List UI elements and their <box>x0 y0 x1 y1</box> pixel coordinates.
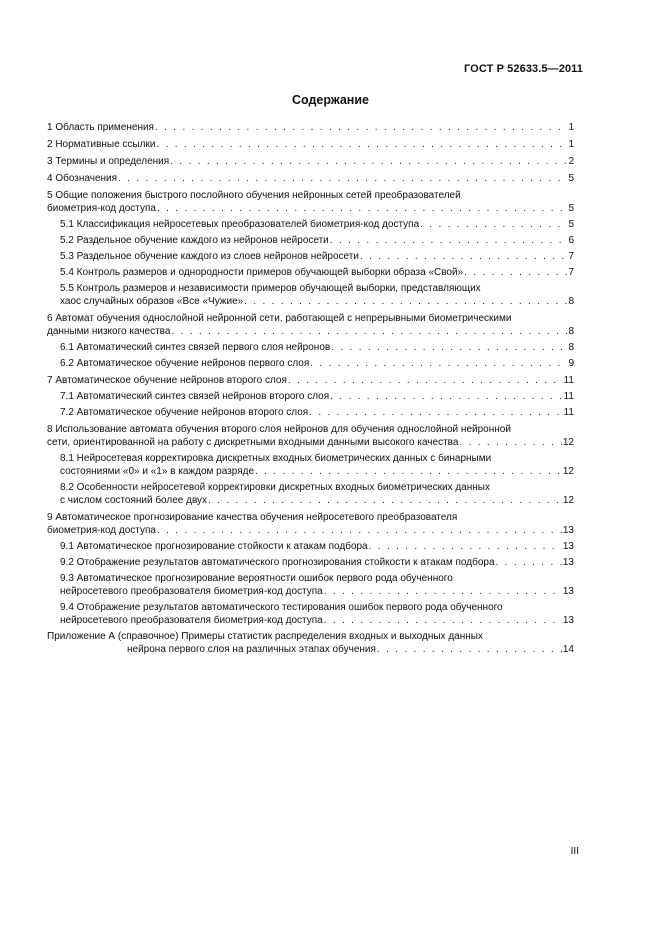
toc-entry-text: 5.3 Раздельное обучение каждого из слоев нейронов нейросети <box>60 251 359 262</box>
toc-entry-text: 9.4 Отображение результатов автоматического тестирования ошибок первого рода обученного <box>60 602 503 613</box>
toc-page-number: 11 <box>563 375 574 386</box>
toc-entry[interactable] <box>47 630 574 656</box>
toc-page-number: 13 <box>562 557 574 568</box>
toc-entry[interactable] <box>47 572 574 598</box>
toc-entry[interactable] <box>47 540 574 553</box>
toc-entry-text: 6.1 Автоматический синтез связей первого слоя нейронов <box>60 342 331 353</box>
toc-entry-text: 5.5 Контроль размеров и независимости примеров обучающей выборки, представляющих <box>60 283 481 294</box>
toc-entry-text: 9.3 Автоматическое прогнозирование вероятности ошибок первого рода обученного <box>60 573 453 584</box>
toc-entry[interactable] <box>47 374 574 387</box>
toc-entry[interactable] <box>47 423 574 449</box>
toc-entry-text: данными низкого качества <box>47 326 171 337</box>
dot-leader <box>464 266 567 279</box>
toc-entry-text: хаос случайных образов «Все «Чужие» <box>60 296 244 307</box>
dot-leader <box>118 172 567 185</box>
dot-leader <box>170 155 567 168</box>
toc-entry[interactable] <box>47 406 574 419</box>
toc-entry[interactable] <box>47 357 574 370</box>
dot-leader <box>324 614 562 627</box>
toc-page-number: 5 <box>568 203 574 214</box>
toc-entry[interactable] <box>47 266 574 279</box>
dot-leader <box>330 390 562 403</box>
toc-entry-text: нейросетевого преобразователя биометрия-код доступа <box>60 586 323 597</box>
toc-entry[interactable] <box>47 511 574 537</box>
toc-entry-text: 1 Область применения <box>47 122 154 133</box>
toc-entry-text: 8.1 Нейросетевая корректировка дискретных входных биометрических данных с бинарными <box>60 453 492 464</box>
toc-page-number: 13 <box>562 615 574 626</box>
toc-entry-text: биометрия-код доступа <box>47 203 156 214</box>
toc-page-number: 11 <box>563 391 574 402</box>
toc-entry-text: 4 Обозначения <box>47 173 118 184</box>
dot-leader <box>157 202 567 215</box>
toc-page-number: 13 <box>562 525 574 536</box>
dot-leader <box>208 494 562 507</box>
dot-leader <box>459 436 561 449</box>
toc-entry[interactable] <box>47 341 574 354</box>
toc-entry-text: 7.1 Автоматический синтез связей нейронов второго слоя <box>60 391 330 402</box>
toc-page-number: 12 <box>562 495 574 506</box>
toc-page-number: 8 <box>568 296 574 307</box>
toc-page-number: 13 <box>562 541 574 552</box>
toc-entry-text: 2 Нормативные ссылки <box>47 139 156 150</box>
dot-leader <box>157 524 562 537</box>
toc-page-number: 2 <box>568 156 574 167</box>
toc-entry-text: 5 Общие положения быстрого послойного обучения нейронных сетей преобразователей <box>47 190 461 201</box>
toc-entry[interactable] <box>47 138 574 151</box>
document-standard-header: ГОСТ Р 52633.5—2011 <box>463 63 583 75</box>
toc-page-number: 14 <box>562 644 574 655</box>
toc-entry-text: 7 Автоматическое обучение нейронов второго слоя <box>47 375 287 386</box>
toc-page-number: 12 <box>562 466 574 477</box>
dot-leader <box>171 325 567 338</box>
dot-leader <box>377 643 562 656</box>
toc-page-number: 1 <box>568 122 574 133</box>
toc-entry-text: 9 Автоматическое прогнозирование качества обучения нейросетевого преобразователя <box>47 512 458 523</box>
table-of-contents <box>47 121 574 656</box>
page-number: III <box>570 846 579 857</box>
toc-entry[interactable] <box>47 282 574 308</box>
toc-entry-text: Приложение А (справочное) Примеры статистик распределения входных и выходных данных <box>47 631 483 642</box>
toc-entry-text: сети, ориентированной на работу с дискретными входными данными высокого качества <box>47 437 459 448</box>
toc-page-number: 8 <box>568 342 574 353</box>
toc-entry-text: 5.1 Классификация нейросетевых преобразователей биометрия-код доступа <box>60 219 420 230</box>
dot-leader <box>324 585 562 598</box>
dot-leader <box>420 218 567 231</box>
toc-page-number: 7 <box>568 251 574 262</box>
dot-leader <box>310 357 567 370</box>
toc-entry[interactable] <box>47 390 574 403</box>
dot-leader <box>156 138 567 151</box>
toc-entry-text: биометрия-код доступа <box>47 525 156 536</box>
toc-entry[interactable] <box>47 312 574 338</box>
toc-page-number: 8 <box>568 326 574 337</box>
toc-page-number: 5 <box>568 173 574 184</box>
dot-leader <box>330 234 568 247</box>
toc-page-number: 1 <box>568 139 574 150</box>
toc-entry-text: 9.1 Автоматическое прогнозирование стойкости к атакам подбора <box>60 541 368 552</box>
dot-leader <box>288 374 563 387</box>
toc-entry-text: нейрона первого слоя на различных этапах обучения <box>127 644 376 655</box>
toc-entry[interactable] <box>47 121 574 134</box>
dot-leader <box>369 540 562 553</box>
page-title: Содержание <box>291 93 369 107</box>
toc-entry-text: 8 Использование автомата обучения второго слоя нейронов для обучения однослойной нейронной <box>47 424 511 435</box>
dot-leader <box>244 295 567 308</box>
toc-page-number: 5 <box>568 219 574 230</box>
toc-entry[interactable] <box>47 172 574 185</box>
dot-leader <box>255 465 562 478</box>
dot-leader <box>331 341 567 354</box>
toc-entry[interactable] <box>47 155 574 168</box>
dot-leader <box>155 121 567 134</box>
toc-entry-text: 8.2 Особенности нейросетевой корректировки дискретных входных биометрических данных <box>60 482 490 493</box>
toc-entry-text: 9.2 Отображение результатов автоматического прогнозирования стойкости к атакам подбора <box>60 557 495 568</box>
toc-entry-text: 3 Термины и определения <box>47 156 170 167</box>
toc-page-number: 12 <box>562 437 574 448</box>
toc-page-number: 13 <box>562 586 574 597</box>
toc-page-number: 7 <box>568 267 574 278</box>
dot-leader <box>309 406 562 419</box>
toc-entry[interactable] <box>47 189 574 215</box>
toc-entry[interactable] <box>47 218 574 231</box>
toc-entry[interactable] <box>47 556 574 569</box>
toc-entry-text: 6 Автомат обучения однослойной нейронной сети, работающей с непрерывными биометрическими <box>47 313 512 324</box>
toc-entry[interactable] <box>47 452 574 478</box>
toc-entry-text: нейросетевого преобразователя биометрия-код доступа <box>60 615 323 626</box>
toc-entry[interactable] <box>47 250 574 263</box>
dot-leader <box>496 556 562 569</box>
toc-entry-text: 6.2 Автоматическое обучение нейронов первого слоя <box>60 358 310 369</box>
toc-entry-text: 7.2 Автоматическое обучение нейронов второго слоя <box>60 407 309 418</box>
toc-page-number: 11 <box>563 407 574 418</box>
toc-page-number: 6 <box>568 235 574 246</box>
toc-entry-text: состояниями «0» и «1» в каждом разряде <box>60 466 255 477</box>
toc-entry-text: 5.4 Контроль размеров и однородности примеров обучающей выборки образа «Свой» <box>60 267 464 278</box>
toc-entry[interactable] <box>47 601 574 627</box>
toc-entry[interactable] <box>47 481 574 507</box>
dot-leader <box>360 250 568 263</box>
toc-entry-text: с числом состояний более двух <box>60 495 208 506</box>
toc-page-number: 9 <box>568 358 574 369</box>
toc-entry[interactable] <box>47 234 574 247</box>
toc-entry-text: 5.2 Раздельное обучение каждого из нейронов нейросети <box>60 235 329 246</box>
